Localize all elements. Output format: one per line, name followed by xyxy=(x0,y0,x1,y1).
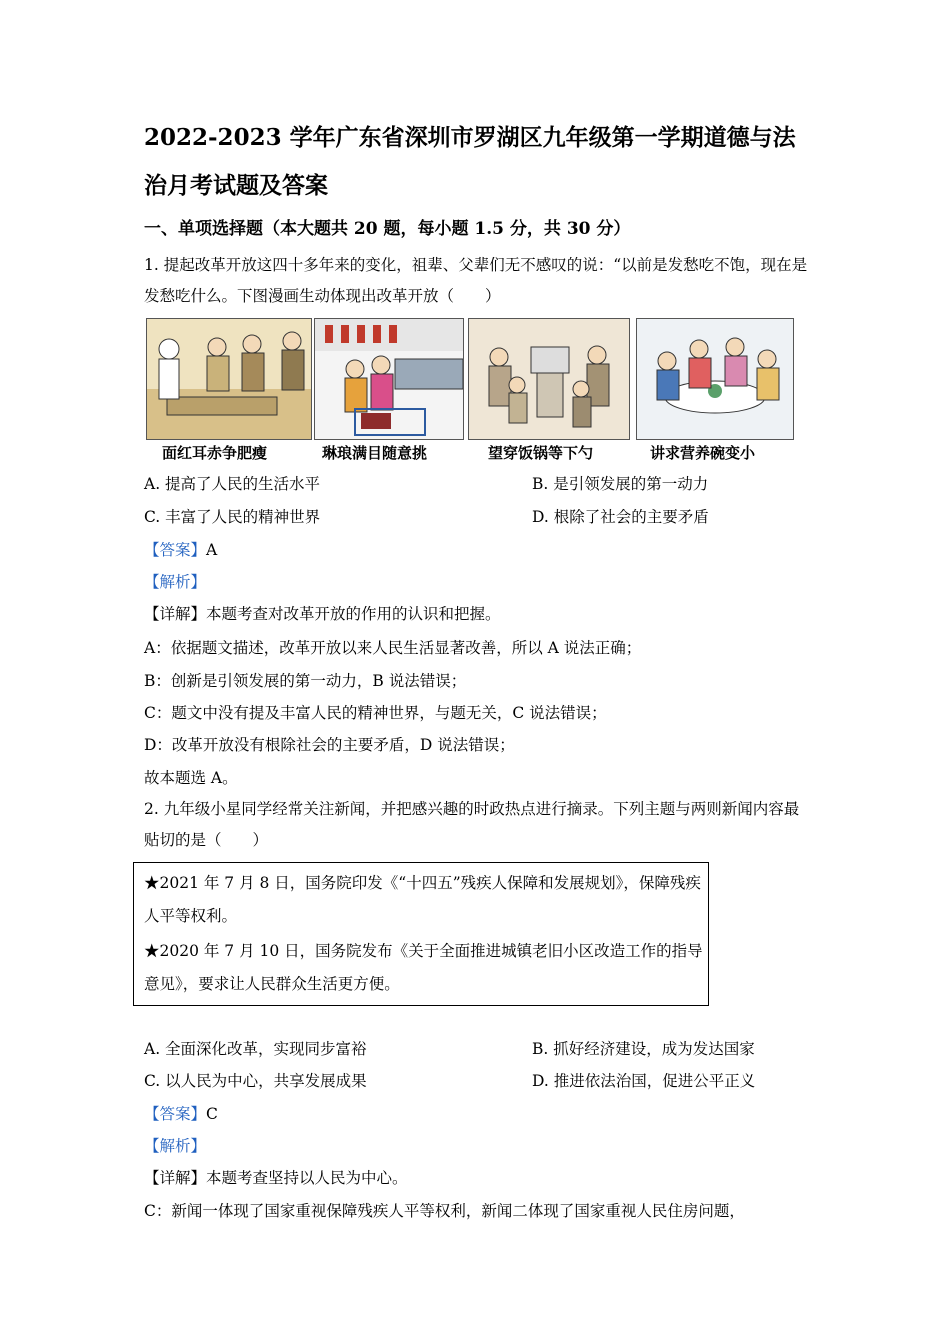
q2-stem: 2. 九年级小星同学经常关注新闻，并把感兴趣的时政热点进行摘录。下列主题与两则新闻内容最贴切的是（ ） xyxy=(144,800,800,849)
answer-label: 【答案】 xyxy=(144,541,207,559)
q1-analysis-label: 【解析】 xyxy=(144,573,207,591)
detail-label: 【详解】 xyxy=(144,1169,207,1187)
q1-option-d: D. 根除了社会的主要矛盾 xyxy=(532,508,709,526)
q2-analysis-label: 【解析】 xyxy=(144,1137,207,1155)
cartoon-panel-1 xyxy=(146,318,312,440)
detail-text: 本题考查对改革开放的作用的认识和把握。 xyxy=(206,605,501,623)
cartoon-image-people-waiting-for-pot xyxy=(469,319,629,439)
cartoon-caption-3: 望穿饭锅等下勺 xyxy=(488,444,594,462)
q2-explain-c: C：新闻一体现了国家重视保障残疾人平等权利，新闻二体现了国家重视人民住房问题， xyxy=(144,1202,745,1220)
cartoon-panel-4 xyxy=(636,318,794,440)
q1-explain-c: C：题文中没有提及丰富人民的精神世界，与题无关，C 说法错误； xyxy=(144,704,607,722)
cartoon-caption-2: 琳琅满目随意挑 xyxy=(322,444,428,462)
cartoon-image-family-dinner-table xyxy=(637,319,793,439)
q1-stem: 1. 提起改革开放这四十多年来的变化，祖辈、父辈们无不感叹的说：“以前是发愁吃不饱，现在是发愁吃什么。下图漫画生动体现出改革开放（ ） xyxy=(144,256,808,305)
answer-label: 【答案】 xyxy=(144,1105,207,1123)
q1-explain-b: B：创新是引领发展的第一动力，B 说法错误； xyxy=(144,672,467,690)
answer-value: A xyxy=(206,541,218,559)
cartoon-panel-3 xyxy=(468,318,630,440)
q1-option-c: C. 丰富了人民的精神世界 xyxy=(144,508,321,526)
q2-detail xyxy=(144,1166,408,1188)
q1-answer xyxy=(144,538,217,560)
section-heading: 一、单项选择题（本大题共 20 题，每小题 1.5 分，共 30 分） xyxy=(144,219,631,239)
q2-news-box xyxy=(133,862,709,1006)
cartoon-caption-4: 讲求营养碗变小 xyxy=(650,444,756,462)
document-title: 2022-2023 学年广东省深圳市罗湖区九年级第一学期道德与法治月考试题及答案 xyxy=(144,124,796,199)
q1-option-b: B. 是引领发展的第一动力 xyxy=(532,475,709,493)
q2-option-b: B. 抓好经济建设，成为发达国家 xyxy=(532,1040,755,1058)
cartoon-image-supermarket-shoppers xyxy=(315,319,463,439)
q2-option-c: C. 以人民为中心，共享发展成果 xyxy=(144,1072,367,1090)
q1-option-a: A. 提高了人民的生活水平 xyxy=(144,475,321,493)
q1-conclusion: 故本题选 A。 xyxy=(144,769,238,787)
q1-explain-d: D：改革开放没有根除社会的主要矛盾，D 说法错误； xyxy=(144,736,515,754)
news-item-2: ★2020 年 7 月 10 日，国务院发布《关于全面推进城镇老旧小区改造工作的指导意见》，要求让人民群众生活更方便。 xyxy=(144,942,703,993)
q1-explain-a: A：依据题文描述，改革开放以来人民生活显著改善，所以 A 说法正确； xyxy=(144,639,642,657)
cartoon-image-crowd-at-meat-counter xyxy=(147,319,311,439)
news-item-1: ★2021 年 7 月 8 日，国务院印发《“十四五”残疾人保障和发展规划》，保障残疾人平等权利。 xyxy=(144,874,701,925)
answer-value: C xyxy=(206,1105,218,1123)
detail-label: 【详解】 xyxy=(144,605,207,623)
cartoon-panel-2 xyxy=(314,318,464,440)
q1-cartoon-strip xyxy=(144,318,794,468)
q2-answer xyxy=(144,1102,218,1124)
cartoon-caption-1: 面红耳赤争肥瘦 xyxy=(162,444,268,462)
q2-option-a: A. 全面深化改革，实现同步富裕 xyxy=(144,1040,367,1058)
detail-text: 本题考查坚持以人民为中心。 xyxy=(206,1169,408,1187)
q1-detail xyxy=(144,602,501,624)
q2-option-d: D. 推进依法治国，促进公平正义 xyxy=(532,1072,756,1090)
